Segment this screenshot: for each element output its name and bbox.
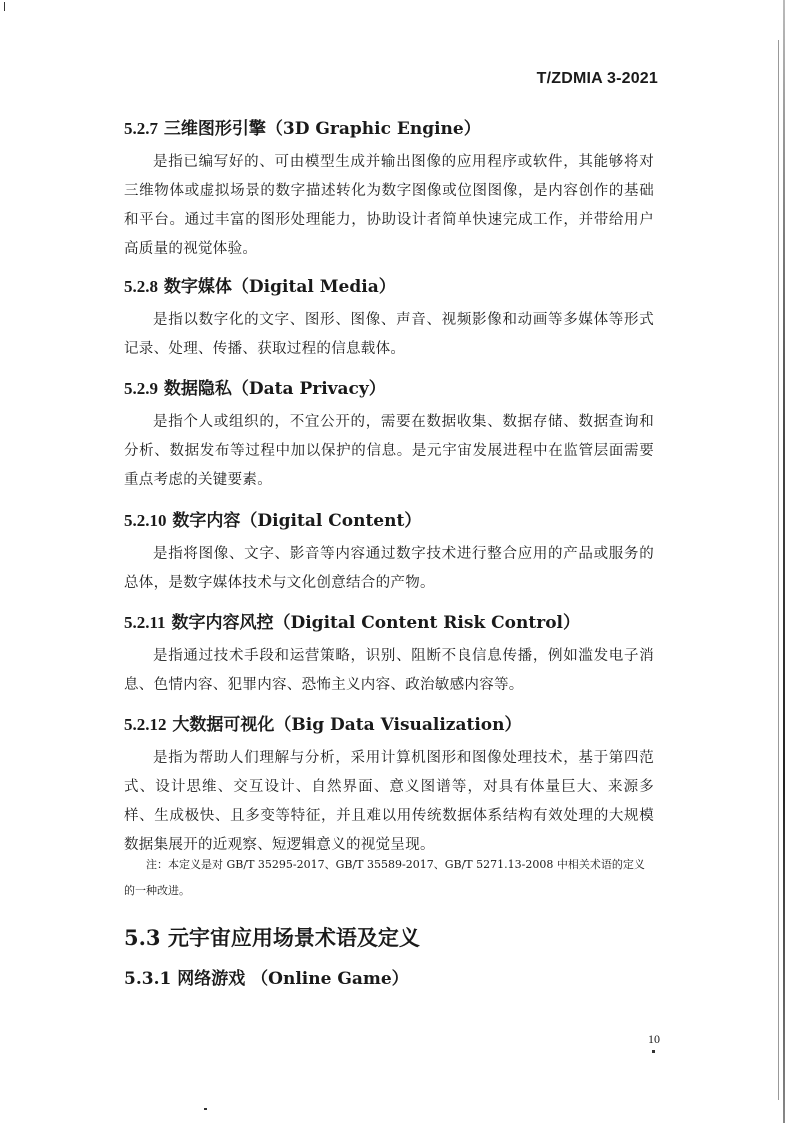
scan-mark <box>204 1108 207 1110</box>
section-heading <box>124 118 654 140</box>
section-5-2-10 <box>124 510 654 598</box>
section-body: 是指将图像、文字、影音等内容通过数字技术进行整合应用的产品或服务的总体，是数字媒体技术与文化创意结合的产物。 <box>124 546 654 591</box>
section-number: 5.3 <box>124 925 161 950</box>
section-5-2-12 <box>124 714 654 860</box>
section-5-2-9 <box>124 378 654 495</box>
section-title: 网络游戏 （Online Game） <box>177 969 409 989</box>
section-number: 5.2.11 <box>124 613 166 632</box>
section-number: 5.2.12 <box>124 715 167 734</box>
section-5-3-heading <box>124 922 420 952</box>
page-number: 10 <box>648 1032 660 1046</box>
section-title: 大数据可视化（Big Data Visualization） <box>172 715 522 735</box>
section-title: 数字内容（Digital Content） <box>172 511 422 531</box>
section-number: 5.2.10 <box>124 511 167 530</box>
section-title: 数据隐私（Data Privacy） <box>163 379 386 399</box>
section-number: 5.2.8 <box>124 277 158 296</box>
section-title: 数字媒体（Digital Media） <box>163 277 396 297</box>
scan-mark <box>652 1050 655 1053</box>
section-5-2-11 <box>124 612 654 700</box>
section-body: 是指以数字化的文字、图形、图像、声音、视频影像和动画等多媒体等形式记录、处理、传播、获取过程的信息载体。 <box>124 312 654 357</box>
section-body: 是指已编写好的、可由模型生成并输出图像的应用程序或软件，其能够将对三维物体或虚拟场景的数字描述转化为数字图像或位图图像，是内容创作的基础和平台。通过丰富的图形处理能力，协助设计者简单快速完成工作，并带给用户高质量的视觉体验。 <box>124 154 654 257</box>
section-title: 元宇宙应用场景术语及定义 <box>167 925 420 950</box>
section-heading <box>124 378 654 400</box>
standard-code: T/ZDMIA 3-2021 <box>536 70 658 87</box>
scan-edge <box>783 0 785 1123</box>
section-5-2-8 <box>124 276 654 364</box>
section-number: 5.2.7 <box>124 119 158 138</box>
section-heading <box>124 276 654 298</box>
section-5-2-7 <box>124 118 654 264</box>
scan-edge-line <box>778 40 779 1100</box>
section-body: 是指为帮助人们理解与分析，采用计算机图形和图像处理技术，基于第四范式、设计思维、交互设计、自然界面、意义图谱等，对具有体量巨大、来源多样、生成极快、且多变等特征，并且难以用传统数据体系结构有效处理的大规模数据集展开的近观察、短逻辑意义的视觉呈现。 <box>124 750 654 853</box>
section-number: 5.3.1 <box>124 969 172 989</box>
section-heading <box>124 510 654 532</box>
section-title: 数字内容风控（Digital Content Risk Control） <box>171 613 580 633</box>
definition-note: 注：本定义是对 GB/T 35295-2017、GB/T 35589-2017、GB/T 5271.13-2008 中相关术语的定义的一种改进。 <box>124 858 645 897</box>
scan-mark <box>4 2 5 11</box>
section-title: 三维图形引擎（3D Graphic Engine） <box>163 119 481 139</box>
section-heading <box>124 714 654 736</box>
section-body: 是指个人或组织的，不宜公开的，需要在数据收集、数据存储、数据查询和分析、数据发布等过程中加以保护的信息。是元宇宙发展进程中在监管层面需要重点考虑的关键要素。 <box>124 414 654 488</box>
section-5-3-1-heading <box>124 964 409 989</box>
section-body: 是指通过技术手段和运营策略，识别、阻断不良信息传播，例如滥发电子消息、色情内容、犯罪内容、恐怖主义内容、政治敏感内容等。 <box>124 648 654 693</box>
section-number: 5.2.9 <box>124 379 158 398</box>
section-heading <box>124 612 654 634</box>
